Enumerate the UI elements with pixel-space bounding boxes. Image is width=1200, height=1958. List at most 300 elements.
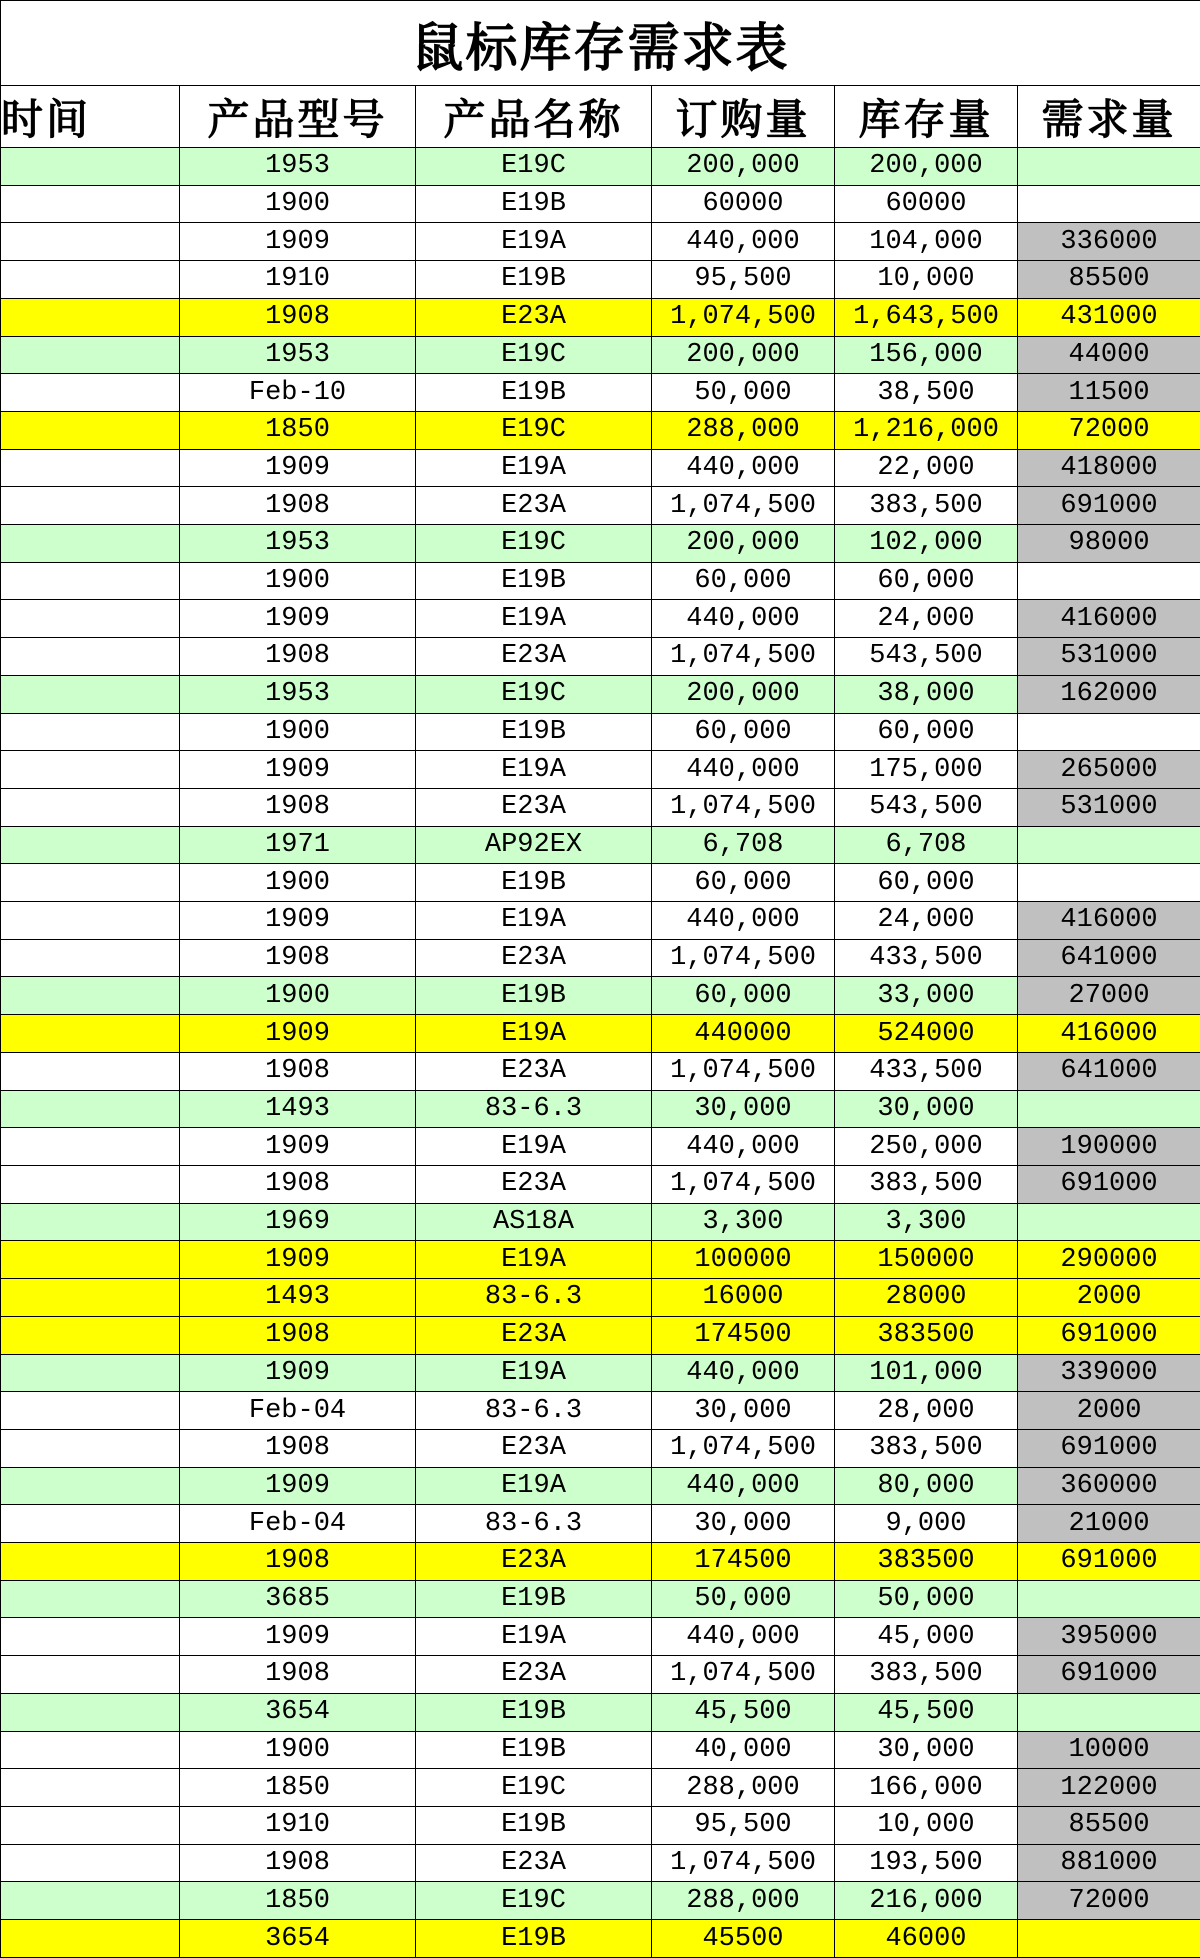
cell-name[interactable]: E23A [416,1844,652,1882]
cell-demand[interactable] [1018,1920,1200,1958]
cell-name[interactable]: E19A [416,1618,652,1656]
cell-order[interactable]: 1,074,500 [652,487,835,525]
cell-demand[interactable]: 416000 [1018,902,1200,940]
cell-order[interactable]: 60,000 [652,713,835,751]
cell-demand[interactable]: 531000 [1018,638,1200,676]
cell-model[interactable]: 1900 [180,977,416,1015]
cell-time[interactable] [1,525,180,563]
cell-model[interactable]: 1909 [180,751,416,789]
cell-time[interactable] [1,1241,180,1279]
cell-order[interactable]: 1,074,500 [652,939,835,977]
cell-demand[interactable] [1018,562,1200,600]
cell-name[interactable]: E23A [416,638,652,676]
cell-time[interactable] [1,1015,180,1053]
cell-model[interactable]: 3654 [180,1693,416,1731]
cell-stock[interactable]: 383,500 [835,1165,1018,1203]
cell-name[interactable]: 83-6.3 [416,1090,652,1128]
cell-time[interactable] [1,600,180,638]
cell-demand[interactable]: 336000 [1018,223,1200,261]
cell-demand[interactable]: 2000 [1018,1279,1200,1317]
cell-stock[interactable]: 80,000 [835,1467,1018,1505]
cell-order[interactable]: 30,000 [652,1505,835,1543]
cell-time[interactable] [1,864,180,902]
cell-model[interactable]: 1900 [180,1731,416,1769]
cell-name[interactable]: E23A [416,487,652,525]
cell-stock[interactable]: 433,500 [835,1052,1018,1090]
cell-model[interactable]: 1953 [180,675,416,713]
cell-name[interactable]: E19A [416,902,652,940]
cell-stock[interactable]: 45,000 [835,1618,1018,1656]
cell-name[interactable]: E19A [416,223,652,261]
cell-time[interactable] [1,1090,180,1128]
cell-name[interactable]: E19A [416,1128,652,1166]
cell-time[interactable] [1,1467,180,1505]
table-row [1,1920,1200,1958]
cell-time[interactable] [1,1806,180,1844]
table-row [1,826,1200,864]
cell-name[interactable]: E23A [416,1543,652,1581]
cell-demand[interactable] [1018,1203,1200,1241]
cell-time[interactable] [1,1052,180,1090]
cell-demand[interactable]: 416000 [1018,1015,1200,1053]
cell-model[interactable]: 1909 [180,1354,416,1392]
cell-model[interactable]: 1900 [180,562,416,600]
cell-time[interactable] [1,1731,180,1769]
cell-time[interactable] [1,826,180,864]
cell-order[interactable]: 288,000 [652,1882,835,1920]
cell-name[interactable]: E23A [416,1429,652,1467]
cell-stock[interactable]: 383,500 [835,1656,1018,1694]
table-row [1,1015,1200,1053]
cell-demand[interactable]: 418000 [1018,449,1200,487]
cell-name[interactable]: E23A [416,298,652,336]
cell-name[interactable]: E19B [416,977,652,1015]
cell-name[interactable]: E23A [416,1165,652,1203]
cell-time[interactable] [1,977,180,1015]
cell-model[interactable]: 1909 [180,223,416,261]
cell-model[interactable]: 1908 [180,1165,416,1203]
cell-demand[interactable] [1018,1693,1200,1731]
cell-order[interactable]: 95,500 [652,261,835,299]
cell-stock[interactable]: 30,000 [835,1731,1018,1769]
cell-order[interactable]: 60,000 [652,977,835,1015]
cell-stock[interactable]: 6,708 [835,826,1018,864]
cell-stock[interactable]: 150000 [835,1241,1018,1279]
cell-model[interactable]: 1850 [180,1769,416,1807]
cell-demand[interactable] [1018,185,1200,223]
cell-order[interactable]: 440,000 [652,751,835,789]
cell-stock[interactable]: 1,216,000 [835,411,1018,449]
cell-demand[interactable]: 290000 [1018,1241,1200,1279]
cell-demand[interactable]: 122000 [1018,1769,1200,1807]
cell-demand[interactable]: 691000 [1018,1656,1200,1694]
cell-stock[interactable]: 543,500 [835,788,1018,826]
cell-model[interactable]: Feb-04 [180,1392,416,1430]
cell-demand[interactable] [1018,1090,1200,1128]
header-model[interactable]: 产品型号 [180,86,416,148]
cell-order[interactable]: 1,074,500 [652,1165,835,1203]
cell-order[interactable]: 174500 [652,1316,835,1354]
cell-time[interactable] [1,1279,180,1317]
cell-order[interactable]: 174500 [652,1543,835,1581]
cell-demand[interactable]: 360000 [1018,1467,1200,1505]
cell-stock[interactable]: 383,500 [835,1429,1018,1467]
cell-order[interactable]: 30,000 [652,1392,835,1430]
cell-stock[interactable]: 383500 [835,1543,1018,1581]
cell-order[interactable]: 30,000 [652,1090,835,1128]
header-demand[interactable]: 需求量 [1018,86,1200,148]
cell-model[interactable]: 1909 [180,449,416,487]
cell-demand[interactable]: 691000 [1018,1316,1200,1354]
cell-time[interactable] [1,902,180,940]
header-time[interactable]: 时间 [1,86,180,148]
cell-model[interactable]: 1493 [180,1279,416,1317]
cell-order[interactable]: 200,000 [652,148,835,186]
cell-order[interactable]: 45500 [652,1920,835,1958]
cell-name[interactable]: E19A [416,1354,652,1392]
cell-stock[interactable]: 10,000 [835,261,1018,299]
cell-order[interactable]: 3,300 [652,1203,835,1241]
cell-stock[interactable]: 193,500 [835,1844,1018,1882]
cell-demand[interactable]: 190000 [1018,1128,1200,1166]
cell-order[interactable]: 100000 [652,1241,835,1279]
cell-time[interactable] [1,1656,180,1694]
cell-model[interactable]: 1953 [180,525,416,563]
cell-name[interactable]: E19C [416,336,652,374]
cell-name[interactable]: E19A [416,751,652,789]
cell-demand[interactable] [1018,1580,1200,1618]
cell-order[interactable]: 50,000 [652,374,835,412]
cell-model[interactable]: 1909 [180,1128,416,1166]
cell-stock[interactable]: 60000 [835,185,1018,223]
cell-order[interactable]: 1,074,500 [652,1656,835,1694]
cell-order[interactable]: 440,000 [652,1354,835,1392]
cell-order[interactable]: 440,000 [652,600,835,638]
cell-model[interactable]: 1908 [180,1316,416,1354]
cell-name[interactable]: E19B [416,562,652,600]
cell-time[interactable] [1,675,180,713]
cell-stock[interactable]: 166,000 [835,1769,1018,1807]
cell-order[interactable]: 60000 [652,185,835,223]
cell-model[interactable]: 1908 [180,487,416,525]
cell-demand[interactable]: 395000 [1018,1618,1200,1656]
cell-order[interactable]: 440000 [652,1015,835,1053]
cell-name[interactable]: E19A [416,600,652,638]
cell-model[interactable]: 1909 [180,600,416,638]
cell-order[interactable]: 1,074,500 [652,788,835,826]
cell-stock[interactable]: 10,000 [835,1806,1018,1844]
cell-demand[interactable]: 641000 [1018,1052,1200,1090]
header-name[interactable]: 产品名称 [416,86,652,148]
cell-stock[interactable]: 524000 [835,1015,1018,1053]
cell-demand[interactable]: 416000 [1018,600,1200,638]
cell-model[interactable]: 1969 [180,1203,416,1241]
cell-model[interactable]: 1908 [180,1656,416,1694]
cell-stock[interactable]: 46000 [835,1920,1018,1958]
cell-stock[interactable]: 50,000 [835,1580,1018,1618]
cell-stock[interactable]: 24,000 [835,902,1018,940]
cell-demand[interactable]: 85500 [1018,261,1200,299]
cell-stock[interactable]: 175,000 [835,751,1018,789]
cell-stock[interactable]: 156,000 [835,336,1018,374]
cell-demand[interactable]: 641000 [1018,939,1200,977]
cell-demand[interactable]: 21000 [1018,1505,1200,1543]
cell-time[interactable] [1,1354,180,1392]
cell-order[interactable]: 288,000 [652,1769,835,1807]
cell-name[interactable]: E19B [416,1731,652,1769]
cell-name[interactable]: E23A [416,1316,652,1354]
cell-stock[interactable]: 3,300 [835,1203,1018,1241]
cell-name[interactable]: E19B [416,1693,652,1731]
cell-time[interactable] [1,1769,180,1807]
cell-model[interactable]: 1971 [180,826,416,864]
cell-stock[interactable]: 24,000 [835,600,1018,638]
cell-model[interactable]: 1909 [180,1618,416,1656]
cell-stock[interactable]: 28,000 [835,1392,1018,1430]
cell-name[interactable]: E19C [416,411,652,449]
cell-stock[interactable]: 433,500 [835,939,1018,977]
cell-name[interactable]: E23A [416,939,652,977]
cell-name[interactable]: 83-6.3 [416,1392,652,1430]
cell-model[interactable]: 1910 [180,1806,416,1844]
cell-demand[interactable] [1018,864,1200,902]
cell-model[interactable]: 1908 [180,788,416,826]
table-row [1,1052,1200,1090]
cell-time[interactable] [1,1618,180,1656]
header-order[interactable]: 订购量 [652,86,835,148]
cell-name[interactable]: E19C [416,525,652,563]
table-row [1,1279,1200,1317]
cell-model[interactable]: Feb-10 [180,374,416,412]
cell-order[interactable]: 440,000 [652,223,835,261]
cell-stock[interactable]: 38,500 [835,374,1018,412]
cell-time[interactable] [1,1920,180,1958]
cell-order[interactable]: 1,074,500 [652,638,835,676]
cell-model[interactable]: 3654 [180,1920,416,1958]
cell-name[interactable]: E23A [416,1656,652,1694]
cell-order[interactable]: 50,000 [652,1580,835,1618]
cell-name[interactable]: E19C [416,148,652,186]
cell-time[interactable] [1,1429,180,1467]
cell-time[interactable] [1,148,180,186]
cell-time[interactable] [1,449,180,487]
cell-demand[interactable]: 44000 [1018,336,1200,374]
cell-time[interactable] [1,1882,180,1920]
cell-name[interactable]: E23A [416,788,652,826]
cell-name[interactable]: E19B [416,185,652,223]
cell-time[interactable] [1,1203,180,1241]
cell-name[interactable]: E19B [416,1806,652,1844]
cell-demand[interactable]: 691000 [1018,487,1200,525]
cell-demand[interactable]: 85500 [1018,1806,1200,1844]
cell-stock[interactable]: 60,000 [835,864,1018,902]
cell-demand[interactable]: 431000 [1018,298,1200,336]
cell-stock[interactable]: 9,000 [835,1505,1018,1543]
cell-order[interactable]: 288,000 [652,411,835,449]
cell-stock[interactable]: 383500 [835,1316,1018,1354]
cell-order[interactable]: 1,074,500 [652,1844,835,1882]
cell-model[interactable]: 1909 [180,1015,416,1053]
cell-time[interactable] [1,788,180,826]
cell-stock[interactable]: 38,000 [835,675,1018,713]
cell-name[interactable]: E19B [416,1580,652,1618]
cell-name[interactable]: E19C [416,675,652,713]
cell-order[interactable]: 440,000 [652,449,835,487]
cell-stock[interactable]: 22,000 [835,449,1018,487]
cell-time[interactable] [1,1165,180,1203]
cell-order[interactable]: 440,000 [652,1128,835,1166]
cell-name[interactable]: E19B [416,374,652,412]
cell-name[interactable]: 83-6.3 [416,1279,652,1317]
cell-order[interactable]: 60,000 [652,864,835,902]
cell-name[interactable]: AP92EX [416,826,652,864]
cell-order[interactable]: 40,000 [652,1731,835,1769]
cell-stock[interactable]: 30,000 [835,1090,1018,1128]
cell-model[interactable]: 1908 [180,1429,416,1467]
cell-model[interactable]: 1953 [180,336,416,374]
cell-demand[interactable]: 72000 [1018,411,1200,449]
cell-time[interactable] [1,1128,180,1166]
cell-model[interactable]: Feb-04 [180,1505,416,1543]
cell-order[interactable]: 6,708 [652,826,835,864]
cell-stock[interactable]: 60,000 [835,562,1018,600]
cell-model[interactable]: 1900 [180,713,416,751]
cell-demand[interactable]: 162000 [1018,675,1200,713]
cell-demand[interactable]: 11500 [1018,374,1200,412]
cell-time[interactable] [1,562,180,600]
cell-name[interactable]: E19A [416,1241,652,1279]
cell-stock[interactable]: 45,500 [835,1693,1018,1731]
cell-demand[interactable]: 98000 [1018,525,1200,563]
cell-demand[interactable]: 531000 [1018,788,1200,826]
cell-order[interactable]: 200,000 [652,675,835,713]
cell-order[interactable]: 95,500 [652,1806,835,1844]
cell-order[interactable]: 440,000 [652,1467,835,1505]
cell-demand[interactable] [1018,826,1200,864]
cell-stock[interactable]: 28000 [835,1279,1018,1317]
cell-model[interactable]: 1910 [180,261,416,299]
cell-time[interactable] [1,374,180,412]
cell-time[interactable] [1,1392,180,1430]
cell-demand[interactable]: 72000 [1018,1882,1200,1920]
cell-time[interactable] [1,223,180,261]
cell-time[interactable] [1,411,180,449]
cell-name[interactable]: E19C [416,1882,652,1920]
cell-demand[interactable]: 881000 [1018,1844,1200,1882]
cell-time[interactable] [1,713,180,751]
cell-model[interactable]: 1908 [180,1543,416,1581]
cell-demand[interactable]: 691000 [1018,1543,1200,1581]
cell-stock[interactable]: 216,000 [835,1882,1018,1920]
cell-time[interactable] [1,487,180,525]
cell-demand[interactable]: 691000 [1018,1429,1200,1467]
cell-time[interactable] [1,261,180,299]
cell-stock[interactable]: 543,500 [835,638,1018,676]
cell-model[interactable]: 1953 [180,148,416,186]
cell-time[interactable] [1,939,180,977]
cell-order[interactable]: 45,500 [652,1693,835,1731]
cell-order[interactable]: 1,074,500 [652,298,835,336]
cell-time[interactable] [1,1505,180,1543]
cell-name[interactable]: E19B [416,864,652,902]
cell-model[interactable]: 1908 [180,638,416,676]
cell-model[interactable]: 1908 [180,939,416,977]
cell-time[interactable] [1,336,180,374]
cell-order[interactable]: 200,000 [652,336,835,374]
cell-time[interactable] [1,1316,180,1354]
cell-name[interactable]: E23A [416,1052,652,1090]
cell-stock[interactable]: 102,000 [835,525,1018,563]
cell-stock[interactable]: 200,000 [835,148,1018,186]
cell-time[interactable] [1,751,180,789]
cell-demand[interactable] [1018,713,1200,751]
cell-demand[interactable]: 2000 [1018,1392,1200,1430]
cell-stock[interactable]: 104,000 [835,223,1018,261]
cell-model[interactable]: 1908 [180,1052,416,1090]
cell-stock[interactable]: 33,000 [835,977,1018,1015]
cell-stock[interactable]: 60,000 [835,713,1018,751]
cell-model[interactable]: 1909 [180,902,416,940]
cell-name[interactable]: E19A [416,1015,652,1053]
cell-name[interactable]: E19C [416,1769,652,1807]
cell-order[interactable]: 1,074,500 [652,1052,835,1090]
header-stock[interactable]: 库存量 [835,86,1018,148]
cell-demand[interactable]: 265000 [1018,751,1200,789]
cell-time[interactable] [1,1543,180,1581]
cell-model[interactable]: 1900 [180,864,416,902]
cell-demand[interactable]: 27000 [1018,977,1200,1015]
cell-name[interactable]: E19A [416,1467,652,1505]
cell-order[interactable]: 1,074,500 [652,1429,835,1467]
cell-order[interactable]: 440,000 [652,1618,835,1656]
cell-model[interactable]: 3685 [180,1580,416,1618]
cell-model[interactable]: 1850 [180,411,416,449]
cell-model[interactable]: 1850 [180,1882,416,1920]
cell-order[interactable]: 16000 [652,1279,835,1317]
cell-order[interactable]: 440,000 [652,902,835,940]
cell-name[interactable]: E19B [416,713,652,751]
cell-name[interactable]: 83-6.3 [416,1505,652,1543]
cell-time[interactable] [1,1580,180,1618]
cell-stock[interactable]: 101,000 [835,1354,1018,1392]
cell-demand[interactable]: 691000 [1018,1165,1200,1203]
cell-demand[interactable] [1018,148,1200,186]
cell-stock[interactable]: 383,500 [835,487,1018,525]
cell-stock[interactable]: 1,643,500 [835,298,1018,336]
cell-order[interactable]: 60,000 [652,562,835,600]
cell-name[interactable]: E19A [416,449,652,487]
cell-stock[interactable]: 250,000 [835,1128,1018,1166]
cell-model[interactable]: 1908 [180,298,416,336]
cell-demand[interactable]: 339000 [1018,1354,1200,1392]
cell-name[interactable]: E19B [416,261,652,299]
cell-name[interactable]: E19B [416,1920,652,1958]
cell-demand[interactable]: 10000 [1018,1731,1200,1769]
cell-order[interactable]: 200,000 [652,525,835,563]
cell-time[interactable] [1,638,180,676]
cell-time[interactable] [1,1844,180,1882]
cell-time[interactable] [1,298,180,336]
cell-model[interactable]: 1909 [180,1467,416,1505]
cell-model[interactable]: 1908 [180,1844,416,1882]
cell-model[interactable]: 1493 [180,1090,416,1128]
cell-model[interactable]: 1909 [180,1241,416,1279]
cell-model[interactable]: 1900 [180,185,416,223]
cell-name[interactable]: AS18A [416,1203,652,1241]
sheet-title[interactable]: 鼠标库存需求表 [1,1,1200,86]
cell-time[interactable] [1,1693,180,1731]
cell-time[interactable] [1,185,180,223]
